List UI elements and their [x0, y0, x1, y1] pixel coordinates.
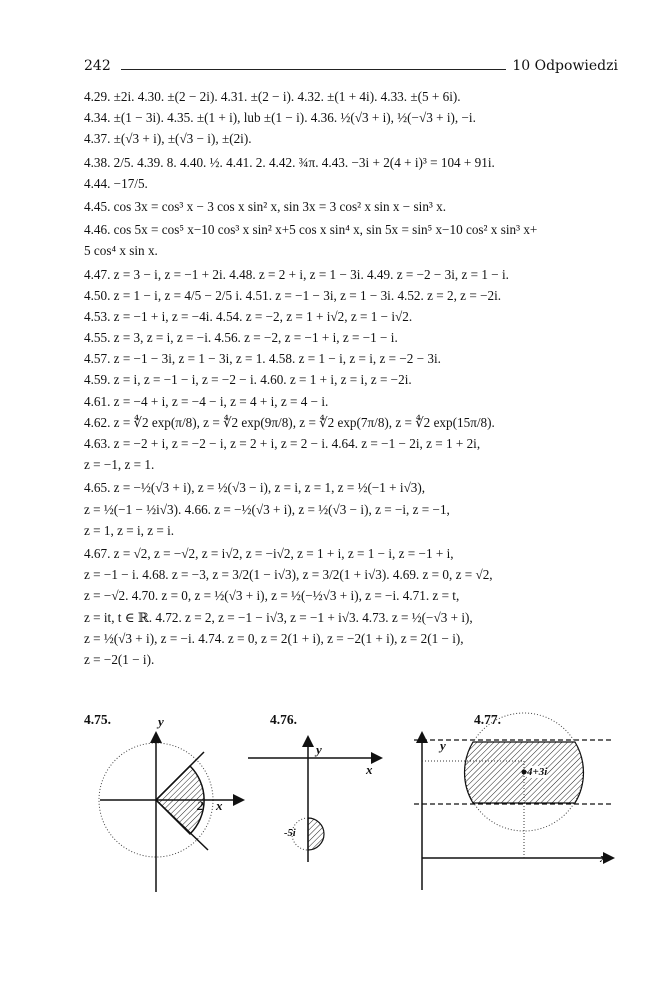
- answer-line: 4.53. z = −1 + i, z = −4i. 4.54. z = −2, z = 1 + i√2, z = 1 − i√2.: [84, 308, 413, 324]
- figure-4-75-label: 4.75.: [84, 712, 111, 727]
- answer-line: 4.67. z = √2, z = −√2, z = i√2, z = −i√2, z = 1 + i, z = 1 − i, z = −1 + i,: [84, 545, 454, 561]
- answer-line: 4.61. z = −4 + i, z = −4 − i, z = 4 + i, z = 4 − i.: [84, 393, 329, 409]
- page-header: [84, 52, 618, 74]
- answer-line: 4.63. z = −2 + i, z = −2 − i, z = 2 + i, z = 2 − i. 4.64. z = −1 − 2i, z = 1 + 2i,: [84, 436, 481, 451]
- answer-line: 4.45. cos 3x = cos³ x − 3 cos x sin² x, sin 3x = 3 cos² x sin x − sin³ x.: [84, 198, 447, 214]
- answer-line: z = ½(√3 + i), z = −i. 4.74. z = 0, z = 2(1 + i), z = −2(1 + i), z = 2(1 − i),: [84, 630, 464, 646]
- answer-line: z = −√2. 4.70. z = 0, z = ½(√3 + i), z = ½(−½√3 + i), z = −i. 4.71. z = t,: [84, 588, 460, 604]
- chapter-title: 10 Odpowiedzi: [512, 58, 618, 74]
- answer-line: 4.34. ±(1 − 3i). 4.35. ±(1 + i), lub ±(1 − i). 4.36. ½(√3 + i), ½(−√3 + i), −i.: [84, 110, 476, 126]
- figure-4-77-plot: [404, 730, 620, 900]
- figure-4-77-y-label: y: [440, 738, 446, 753]
- answer-line: 4.65. z = −½(√3 + i), z = ½(√3 − i), z = i, z = 1, z = ½(−1 + i√3),: [84, 480, 426, 496]
- answer-line: 4.59. z = i, z = −1 − i, z = −2 − i. 4.60. z = 1 + i, z = i, z = −2i.: [84, 372, 412, 388]
- center-point: [522, 770, 527, 775]
- answer-line: 4.46. cos 5x = cos⁵ x−10 cos³ x sin² x+5 cos x sin⁴ x, sin 5x = sin⁵ x−10 cos² x sin³ x+: [84, 222, 538, 238]
- answer-line: z = −1, z = 1.: [84, 457, 155, 473]
- answer-line: 5 cos⁴ x sin x.: [84, 243, 158, 259]
- answer-line: 4.37. ±(√3 + i), ±(√3 − i), ±(2i).: [84, 131, 252, 147]
- answer-line: 4.57. z = −1 − 3i, z = 1 − 3i, z = 1. 4.58. z = 1 − i, z = i, z = −2 − 3i.: [84, 351, 441, 367]
- answer-line: 4.50. z = 1 − i, z = 4/5 − 2/5 i. 4.51. z = −1 − 3i, z = 1 − 3i. 4.52. z = 2, z = −2i.: [84, 287, 502, 303]
- figure-4-76-label: 4.76.: [270, 712, 297, 727]
- answer-line: 4.29. ±2i. 4.30. ±(2 − 2i). 4.31. ±(2 − i). 4.32. ±(1 + 4i). 4.33. ±(5 + 6i).: [84, 89, 461, 104]
- answer-line: 4.38. 2/5. 4.39. 8. 4.40. ½. 4.41. 2. 4.42. ¾π. 4.43. −3i + 2(4 + i)³ = 104 + 91i.: [84, 154, 495, 170]
- figure-4-75-x-label: x: [216, 798, 223, 813]
- figure-4-77-label: 4.77.: [474, 712, 501, 727]
- answer-line: z = ½(−1 − ½i√3). 4.66. z = −½(√3 + i), z = ½(√3 − i), z = −i, z = −1,: [84, 501, 450, 517]
- shaded-half-disk: [308, 818, 324, 850]
- answer-line: 4.44. −17/5.: [84, 175, 148, 191]
- page-number: 242: [84, 58, 111, 74]
- answer-line: z = −2(1 − i).: [84, 651, 155, 667]
- answer-line: 4.62. z = ∜2 exp(π/8), z = ∜2 exp(9π/8), z = ∜2 exp(7π/8), z = ∜2 exp(15π/8).: [84, 414, 495, 430]
- header-rule: [121, 69, 507, 70]
- figure-4-75-y-label: y: [158, 714, 164, 729]
- figure-4-76-plot: [244, 736, 394, 886]
- figure-4-75-tick: 2: [197, 798, 204, 813]
- figure-4-76-point-label: -5i: [284, 828, 296, 839]
- answer-line: z = −1 − i. 4.68. z = −3, z = 3/2(1 − i√3), z = 3/2(1 + i√3). 4.69. z = 0, z = √2,: [84, 567, 493, 583]
- answers-block: [84, 86, 620, 670]
- answer-line: 4.55. z = 3, z = i, z = −i. 4.56. z = −2, z = −1 + i, z = −1 − i.: [84, 330, 398, 346]
- answer-line: z = it, t ∈ ℝ. 4.72. z = 2, z = −1 − i√3, z = −1 + i√3. 4.73. z = ½(−√3 + i),: [84, 609, 473, 625]
- figure-4-77-point-label: 4+3i: [527, 766, 548, 778]
- figure-4-77-x-label: x: [600, 850, 607, 865]
- figure-4-75-plot: [94, 732, 254, 912]
- answer-line: 4.47. z = 3 − i, z = −1 + 2i. 4.48. z = 2 + i, z = 1 − 3i. 4.49. z = −2 − 3i, z = 1 − i.: [84, 266, 509, 282]
- figure-4-76-x-label: x: [366, 762, 373, 777]
- figure-4-76-y-label: y: [316, 742, 322, 757]
- answer-line: z = 1, z = i, z = i.: [84, 522, 175, 538]
- figures-row: [84, 712, 620, 912]
